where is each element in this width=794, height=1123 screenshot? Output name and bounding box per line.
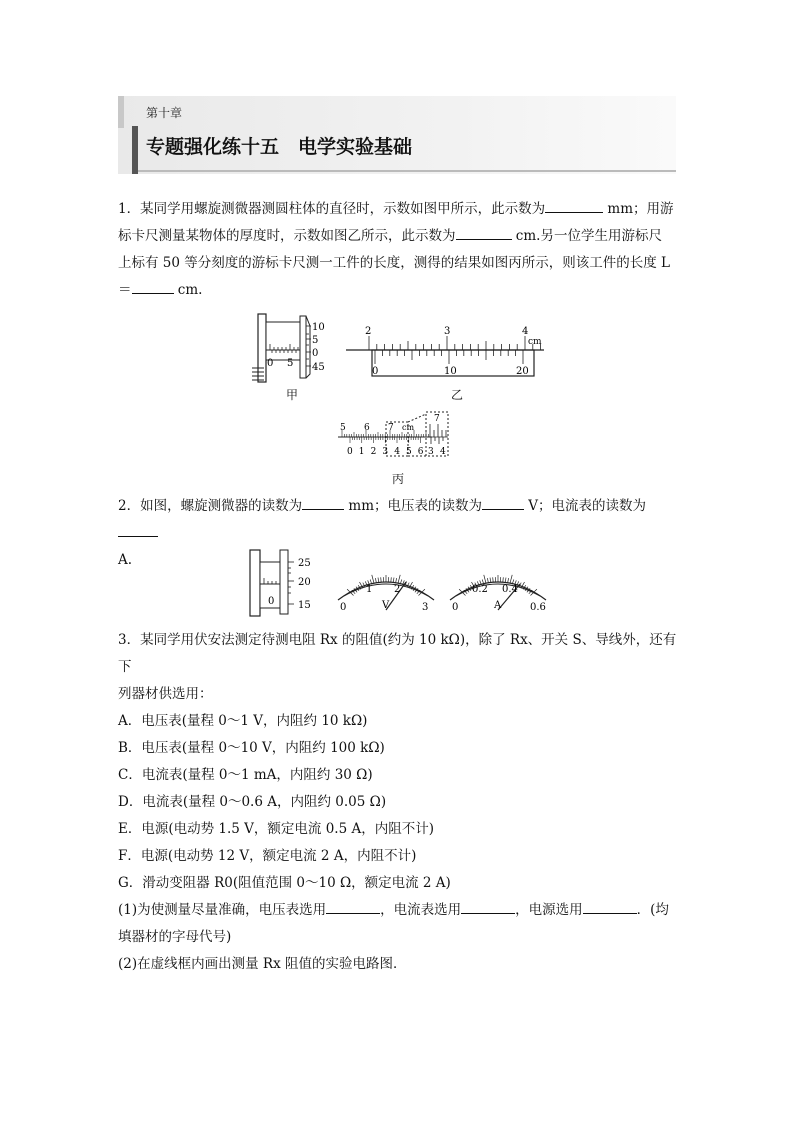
- voltmeter-tick-label: 2: [394, 584, 401, 595]
- main-scale-label: 4: [522, 326, 529, 337]
- q1-line1b: mm；用游: [607, 201, 674, 217]
- thimble-tick-label: 5: [312, 335, 319, 346]
- scale-tick: [391, 577, 392, 582]
- header-divider: [138, 170, 676, 172]
- answer-blank[interactable]: [583, 899, 637, 914]
- voltmeter-figure: [334, 570, 438, 614]
- scale-tick: [531, 589, 537, 595]
- scale-tick: [381, 577, 382, 582]
- chapter-label: 第十章: [146, 106, 183, 120]
- vernier-caliper-figure-yi: [344, 322, 548, 384]
- vernier-scale-label: 0: [347, 447, 353, 457]
- option-d: D．电流表(量程 0～0.6 A，内阻约 0.05 Ω): [118, 794, 387, 810]
- q2-line2: A.: [118, 552, 133, 568]
- scale-tick: [484, 575, 486, 584]
- thimble-tick-label: 15: [298, 600, 311, 611]
- q1-line1a: 1．某同学用螺旋测微器测圆柱体的直径时，示数如图甲所示，此示数为: [118, 201, 546, 217]
- scale-tick: [490, 578, 491, 583]
- page-title: 专题强化练十五 电学实验基础: [146, 136, 413, 158]
- zoom-vernier-label: 4: [440, 447, 446, 457]
- figure-caption-jia: 甲: [286, 388, 299, 402]
- scale-tick: [459, 589, 465, 595]
- q3-sub1b: ，电流表选用: [380, 902, 462, 918]
- header-accent-bar: [118, 96, 124, 128]
- scale-tick: [503, 577, 504, 582]
- zoom-main-label: 7: [434, 414, 440, 424]
- main-scale-label: 7: [388, 423, 394, 433]
- q1-line2a: 标卡尺测量某物体的厚度时，示数如图乙所示，此示数为: [118, 228, 456, 244]
- q3-line2: 列器材供选用：: [118, 686, 213, 702]
- vernier-scale-label: 3: [382, 447, 389, 457]
- header-accent-bar-dark: [132, 126, 138, 174]
- scale-tick: [419, 589, 425, 595]
- thimble-tick-label: 0: [312, 348, 319, 359]
- thimble-tick-label: 20: [298, 577, 311, 588]
- figure-caption-bing: 丙: [392, 472, 405, 486]
- answer-blank[interactable]: [118, 522, 158, 537]
- zoom-vernier-label: 3: [428, 447, 434, 457]
- q3-sub1d: ．(均: [636, 902, 669, 918]
- option-b: B．电压表(量程 0～10 V，内阻约 100 kΩ): [118, 740, 385, 756]
- q1-line2b: cm.另一位学生用游标尺: [515, 228, 662, 244]
- answer-blank[interactable]: [132, 279, 174, 294]
- thimble-tick-label: 10: [312, 322, 325, 333]
- q2-line1b: mm；电压表的读数为: [348, 498, 482, 514]
- answer-blank[interactable]: [482, 495, 524, 510]
- vernier-scale-label: 5: [406, 447, 412, 457]
- main-scale-label: 5: [340, 423, 346, 433]
- q3-text: [118, 627, 678, 978]
- answer-blank[interactable]: [326, 899, 380, 914]
- q1-line3: 上标有 50 等分刻度的游标卡尺测一工件的长度，测得的结果如图丙所示，则该工件的长度 L: [118, 255, 671, 271]
- option-f: F．电源(电动势 12 V，额定电流 2 A，内阻不计): [118, 848, 417, 864]
- unit-label: cm: [402, 423, 415, 432]
- sleeve-tick-label: 0: [268, 596, 275, 607]
- voltmeter-unit: V: [382, 600, 390, 611]
- vernier-scale-label: 6: [417, 447, 424, 457]
- q2-line1c: V；电流表的读数为: [528, 498, 647, 514]
- ammeter-tick-label: 0.2: [472, 584, 488, 595]
- scale-tick: [398, 575, 400, 584]
- thimble-tick-label: 45: [312, 362, 325, 373]
- ammeter-tick-label: 0.4: [502, 584, 518, 595]
- main-scale-label: 6: [364, 423, 370, 433]
- q3-sub2: (2)在虚线框内画出测量 Rx 阻值的实验电路图．: [118, 956, 407, 972]
- scale-tick: [510, 575, 512, 584]
- sleeve-tick-label: 0: [267, 358, 274, 369]
- micrometer-figure-jia: [248, 312, 330, 396]
- q1-line4a: ＝: [118, 282, 132, 298]
- vernier-scale-label: 0: [372, 366, 379, 377]
- chapter-header: [118, 96, 676, 174]
- scale-tick: [393, 578, 394, 583]
- ammeter-tick-label: 0: [452, 602, 459, 613]
- q2-line1a: 2．如图，螺旋测微器的读数为: [118, 498, 303, 514]
- main-scale-label: 3: [444, 326, 451, 337]
- micrometer-figure-q2: [248, 548, 320, 618]
- ammeter-unit: A: [494, 600, 502, 611]
- q1-line4b: cm.: [177, 282, 203, 298]
- voltmeter-tick-label: 1: [366, 584, 373, 595]
- vernier-scale-label: 20: [516, 366, 529, 377]
- ammeter-tick-label: 0.6: [530, 602, 546, 613]
- option-g: G．滑动变阻器 R0(阻值范围 0～10 Ω，额定电流 2 A): [118, 875, 451, 891]
- scale-tick: [493, 577, 494, 582]
- q3-sub1a: (1)为使测量尽量准确，电压表选用: [118, 902, 327, 918]
- thimble-tick-label: 25: [298, 558, 311, 569]
- answer-blank[interactable]: [461, 899, 515, 914]
- option-e: E．电源(电动势 1.5 V，额定电流 0.5 A，内阻不计): [118, 821, 434, 837]
- vernier-scale-label: 10: [444, 366, 457, 377]
- q3-sub1e: 填器材的字母代号): [118, 929, 232, 945]
- answer-blank[interactable]: [302, 495, 344, 510]
- option-c: C．电流表(量程 0～1 mA，内阻约 30 Ω): [118, 767, 373, 783]
- ammeter-figure: [446, 570, 550, 614]
- scale-tick: [505, 578, 506, 583]
- vernier-scale-label: 1: [358, 447, 365, 457]
- answer-blank[interactable]: [545, 198, 603, 213]
- vernier-scale-label: 4: [394, 447, 400, 457]
- scale-tick: [378, 578, 379, 583]
- figure-caption-yi: 乙: [451, 388, 464, 402]
- voltmeter-tick-label: 3: [422, 602, 429, 613]
- vernier-scale-label: 2: [370, 447, 377, 457]
- q2-text: [118, 493, 678, 574]
- voltmeter-tick-label: 0: [340, 602, 347, 613]
- scale-tick: [347, 589, 353, 595]
- q1-text: [118, 196, 678, 304]
- q3-line1: 3．某同学用伏安法测定待测电阻 Rx 的阻值(约为 10 kΩ)，除了 Rx、开关 S、导线外，还有下: [118, 632, 677, 675]
- vernier-caliper-figure-bing: [336, 410, 458, 462]
- q3-sub1c: ，电源选用: [515, 902, 583, 918]
- sleeve-tick-label: 5: [287, 358, 294, 369]
- unit-label: cm: [528, 337, 542, 347]
- option-a: A．电压表(量程 0～1 V，内阻约 10 kΩ): [118, 713, 368, 729]
- answer-blank[interactable]: [456, 225, 512, 240]
- scale-tick: [372, 575, 374, 584]
- main-scale-label: 2: [365, 326, 372, 337]
